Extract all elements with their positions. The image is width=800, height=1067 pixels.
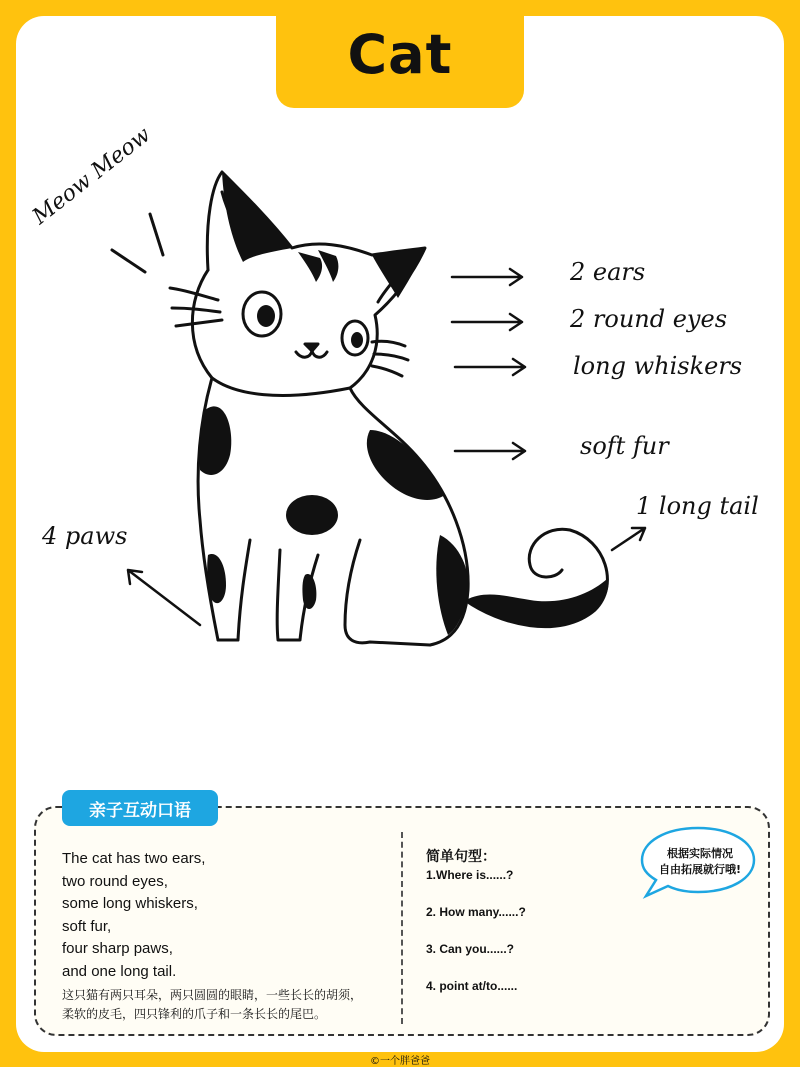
pattern-item: 4. point at/to...... — [426, 979, 518, 993]
english-line: some long whiskers, — [62, 895, 198, 912]
english-line: soft fur, — [62, 917, 112, 935]
patterns-title: 简单句型： — [426, 849, 496, 865]
sound-line — [150, 214, 163, 255]
panel-divider — [401, 832, 403, 1024]
arrow-paws — [128, 570, 200, 625]
arrow-whiskers — [455, 359, 525, 375]
label-eyes: 2 round eyes — [570, 305, 728, 333]
english-sentences — [62, 848, 205, 983]
chinese-line: 柔软的皮毛，四只锋利的爪子和一条长长的尾巴。 — [62, 1007, 327, 1021]
page-title: Cat — [347, 22, 453, 86]
panel-tag: 亲子互动口语 — [62, 790, 218, 826]
pattern-item: 1.Where is......? — [426, 868, 514, 882]
arrow-tail — [612, 528, 645, 550]
chinese-line: 这只猫有两只耳朵，两只圆圆的眼睛，一些长长的胡须， — [62, 988, 363, 1002]
bubble-text — [656, 846, 744, 878]
label-fur: soft fur — [580, 432, 669, 460]
bubble-line: 根据实际情况 — [667, 847, 733, 860]
english-line: two round eyes, — [62, 872, 168, 890]
label-paws: 4 paws — [42, 522, 128, 550]
label-meow: Meow Meow — [28, 122, 156, 230]
pattern-item: 3. Can you......? — [426, 942, 515, 956]
chinese-sentences — [62, 986, 362, 1024]
english-line: The cat has two ears, — [62, 850, 206, 867]
sound-line — [112, 250, 145, 272]
arrow-eyes — [452, 314, 522, 330]
english-line: four sharp paws, — [62, 940, 173, 957]
label-whiskers: long whiskers — [573, 352, 743, 380]
label-ears: 2 ears — [570, 258, 646, 286]
footer-credit: ©一个胖爸爸 — [370, 1056, 430, 1067]
arrow-fur — [455, 443, 525, 459]
pattern-item: 2. How many......? — [426, 905, 526, 919]
chin — [212, 378, 350, 395]
english-line: and one long tail. — [62, 962, 177, 980]
label-tail: 1 long tail — [636, 492, 759, 520]
arrow-ears — [452, 269, 522, 285]
bubble-line: 自由拓展就行哦! — [658, 863, 742, 876]
